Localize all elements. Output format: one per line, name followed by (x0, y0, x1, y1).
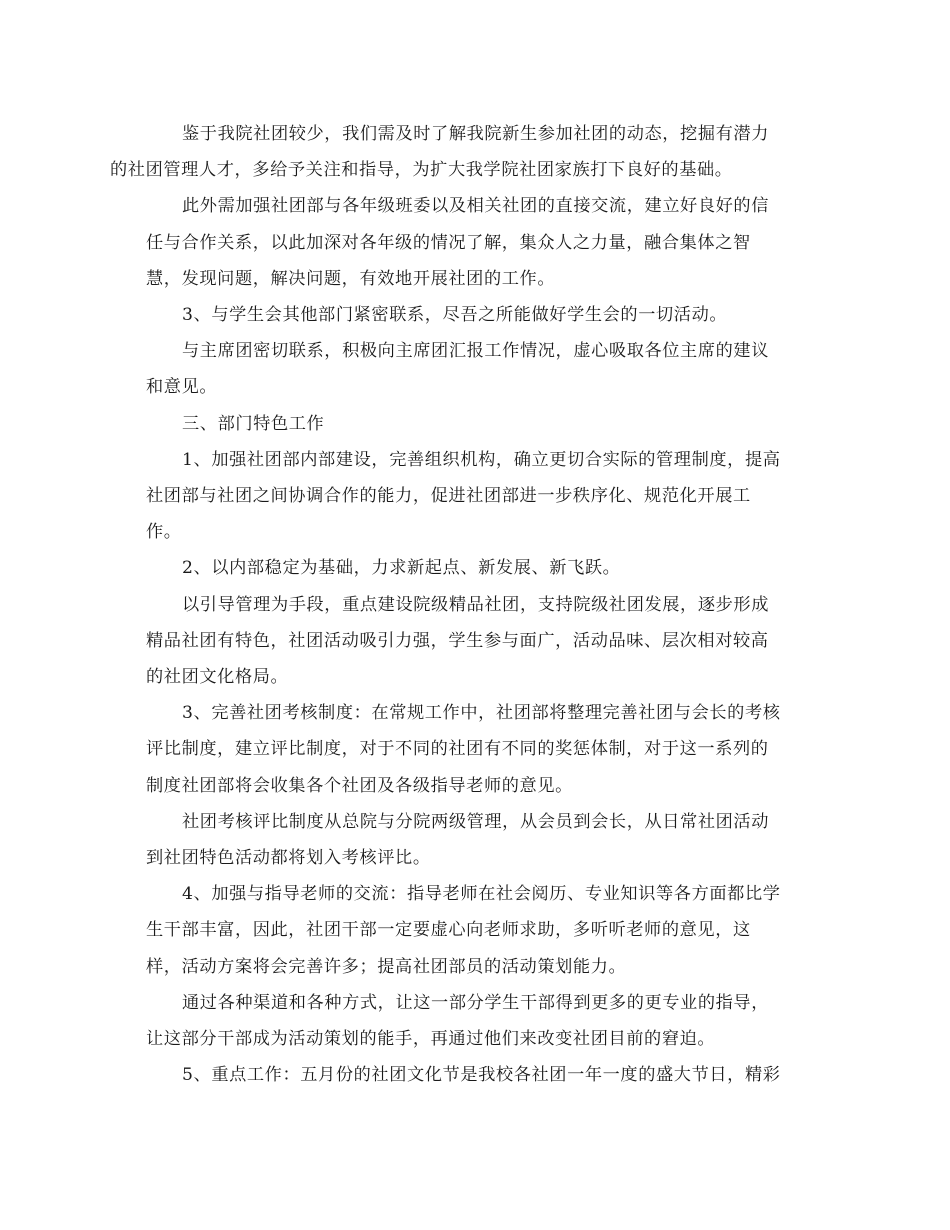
text-line: 通过各种渠道和各种方式，让这一部分学生干部得到更多的更专业的指导， (182, 992, 769, 1013)
text-line: 三、部门特色工作 (182, 413, 325, 434)
text-line: 2、以内部稳定为基础，力求新起点、新发展、新飞跃。 (182, 558, 621, 579)
text-line: 作。 (146, 522, 182, 543)
paragraph (146, 188, 806, 297)
paragraph (146, 442, 806, 551)
text-line: 3、完善社团考核制度：在常规工作中，社团部将整理完善社团与会长的考核 (182, 703, 781, 724)
text-line: 以引导管理为手段，重点建设院级精品社团，支持院级社团发展，逐步形成 (182, 594, 769, 615)
text-line: 的社团管理人才，多给予关注和指导，为扩大我学院社团家族打下良好的基础。 (110, 160, 733, 181)
document-page (110, 116, 806, 1093)
paragraph (146, 876, 806, 985)
text-line: 样，活动方案将会完善许多；提高社团部员的活动策划能力。 (146, 956, 627, 977)
text-line: 的社团文化格局。 (146, 667, 289, 688)
paragraph (146, 985, 806, 1057)
text-line: 此外需加强社团部与各年级班委以及相关社团的直接交流，建立好良好的信 (182, 196, 769, 217)
text-line: 与主席团密切联系，积极向主席团汇报工作情况，虚心吸取各位主席的建议 (182, 341, 769, 362)
section-heading (146, 406, 806, 442)
text-line: 评比制度，建立评比制度，对于不同的社团有不同的奖惩体制，对于这一系列的 (146, 739, 769, 760)
text-line: 5、重点工作：五月份的社团文化节是我校各社团一年一度的盛大节日，精彩 (182, 1065, 781, 1086)
text-line: 制度社团部将会收集各个社团及各级指导老师的意见。 (146, 775, 573, 796)
text-line: 社团部与社团之间协调合作的能力，促进社团部进一步秩序化、规范化开展工 (146, 486, 751, 507)
text-line: 慧，发现问题，解决问题，有效地开展社团的工作。 (146, 268, 556, 289)
text-line: 精品社团有特色，社团活动吸引力强，学生参与面广，活动品味、层次相对较高 (146, 630, 769, 651)
text-line: 4、加强与指导老师的交流：指导老师在社会阅历、专业知识等各方面都比学 (182, 884, 781, 905)
text-line: 1、加强社团部内部建设，完善组织机构，确立更切合实际的管理制度，提高 (182, 449, 781, 470)
paragraph (146, 804, 806, 876)
text-line: 社团考核评比制度从总院与分院两级管理，从会员到会长，从日常社团活动 (182, 811, 769, 832)
paragraph (146, 333, 806, 405)
paragraph (146, 297, 806, 333)
paragraph (146, 550, 806, 586)
text-line: 到社团特色活动都将划入考核评比。 (146, 848, 431, 869)
text-line: 3、与学生会其他部门紧密联系，尽吾之所能做好学生会的一切活动。 (182, 305, 728, 326)
text-line: 鉴于我院社团较少，我们需及时了解我院新生参加社团的动态，挖掘有潜力 (182, 124, 769, 144)
text-line: 和意见。 (146, 377, 218, 398)
text-line: 生干部丰富，因此，社团干部一定要虚心向老师求助，多听听老师的意见，这 (146, 920, 751, 941)
paragraph (110, 116, 806, 188)
text-line: 任与合作关系，以此加深对各年级的情况了解，集众人之力量，融合集体之智 (146, 232, 751, 253)
paragraph (146, 695, 806, 804)
paragraph (146, 1057, 806, 1093)
paragraph (146, 587, 806, 696)
text-line: 让这部分干部成为活动策划的能手，再通过他们来改变社团目前的窘迫。 (146, 1029, 716, 1050)
